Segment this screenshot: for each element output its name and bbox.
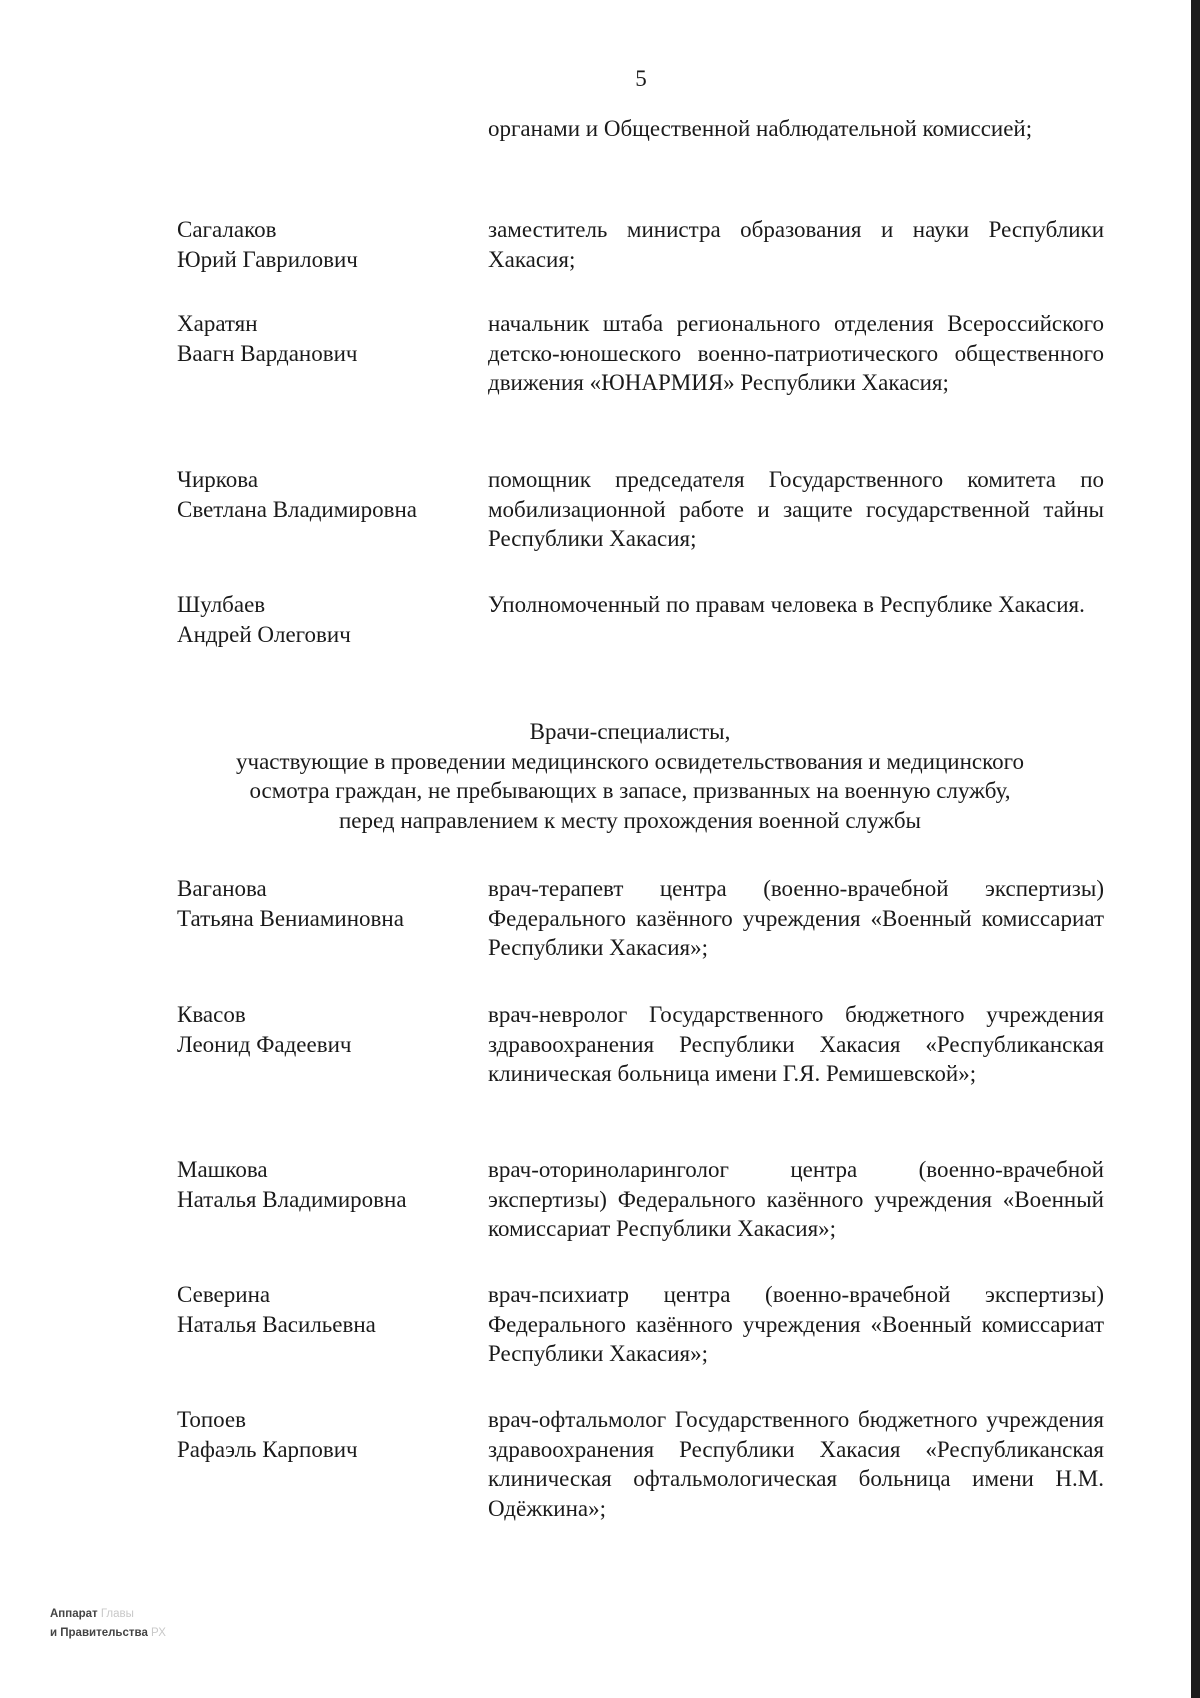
member-name: [177, 215, 477, 274]
stamp-text: и Правительства: [50, 1627, 148, 1639]
doctor-given-name: Наталья Васильевна: [177, 1311, 376, 1337]
doctor-surname: Машкова: [177, 1157, 268, 1182]
doctor-given-name: Рафаэль Карпович: [177, 1436, 358, 1462]
doctor-name: [177, 874, 477, 933]
section-heading-line: Врачи-специалисты,: [529, 719, 731, 744]
doctor-surname: Квасов: [177, 1002, 246, 1027]
member-role: заместитель министра образования и науки Республики Хакасия;: [488, 217, 1104, 272]
member-role: помощник председателя Государственного комитета по мобилизационной работе и защите государственной тайны Республики Хакасия;: [488, 467, 1104, 551]
section-heading: [160, 717, 1100, 835]
section-heading-line: осмотра граждан, не пребывающих в запасе, призванных на военную службу,: [249, 778, 1011, 803]
stamp-text-faded: РХ: [147, 1627, 166, 1639]
doctor-given-name: Наталья Владимировна: [177, 1186, 407, 1212]
member-given-name: Ваагн Варданович: [177, 340, 358, 366]
member-name: [177, 309, 477, 368]
doctor-given-name: Татьяна Вениаминовна: [177, 905, 404, 931]
doctor-name: [177, 1280, 477, 1339]
doctor-surname: Северина: [177, 1282, 271, 1307]
doctor-role: врач-невролог Государственного бюджетного учреждения здравоохранения Республики Хакасия «Республиканская клиническая больница имени Г.Я. Ремишевской»;: [488, 1002, 1104, 1086]
member-surname: Харатян: [177, 311, 258, 336]
stamp-text-faded: Главы: [97, 1608, 134, 1620]
doctor-surname: Ваганова: [177, 876, 267, 901]
doctor-role: врач-оториноларинголог центра (военно-врачебной экспертизы) Федерального казённого учреждения «Военный комиссариат Республики Хакасия»;: [488, 1157, 1104, 1241]
doctor-given-name: Леонид Фадеевич: [177, 1031, 352, 1057]
doctor-name: [177, 1000, 477, 1059]
member-given-name: Светлана Владимировна: [177, 496, 417, 522]
member-surname: Чиркова: [177, 467, 259, 492]
scan-edge: [1191, 0, 1200, 1698]
doctor-role: врач-психиатр центра (военно-врачебной экспертизы) Федерального казённого учреждения «Военный комиссариат Республики Хакасия»;: [488, 1282, 1104, 1366]
member-name: [177, 465, 477, 524]
stamp-text: Аппарат: [50, 1608, 98, 1620]
doctor-surname: Топоев: [177, 1407, 246, 1432]
member-surname: Шулбаев: [177, 592, 266, 617]
doctor-role: врач-терапевт центра (военно-врачебной экспертизы) Федерального казённого учреждения «Военный комиссариат Республики Хакасия»;: [488, 876, 1104, 960]
registry-stamp-line: [50, 1608, 134, 1620]
member-surname: Сагалаков: [177, 217, 277, 242]
continuation-text: органами и Общественной наблюдательной комиссией;: [488, 116, 1033, 141]
member-given-name: Юрий Гаврилович: [177, 246, 358, 272]
registry-stamp-line: [50, 1627, 166, 1639]
section-heading-line: перед направлением к месту прохождения военной службы: [339, 807, 921, 833]
doctor-role: врач-офтальмолог Государственного бюджетного учреждения здравоохранения Республики Хакасия «Республиканская клиническая офтальмологическая больница имени Н.М. Одёжкина»;: [488, 1407, 1104, 1521]
member-given-name: Андрей Олегович: [177, 621, 351, 647]
member-name: [177, 590, 477, 649]
doctor-name: [177, 1155, 477, 1214]
section-heading-line: участвующие в проведении медицинского освидетельствования и медицинского: [236, 748, 1024, 774]
member-role: Уполномоченный по правам человека в Республике Хакасия.: [488, 592, 1085, 617]
member-role: начальник штаба регионального отделения Всероссийского детско-юношеского военно-патриотического общественного движения «ЮНАРМИЯ» Республики Хакасия;: [488, 311, 1104, 395]
page-number: 5: [635, 66, 647, 91]
doctor-name: [177, 1405, 477, 1464]
